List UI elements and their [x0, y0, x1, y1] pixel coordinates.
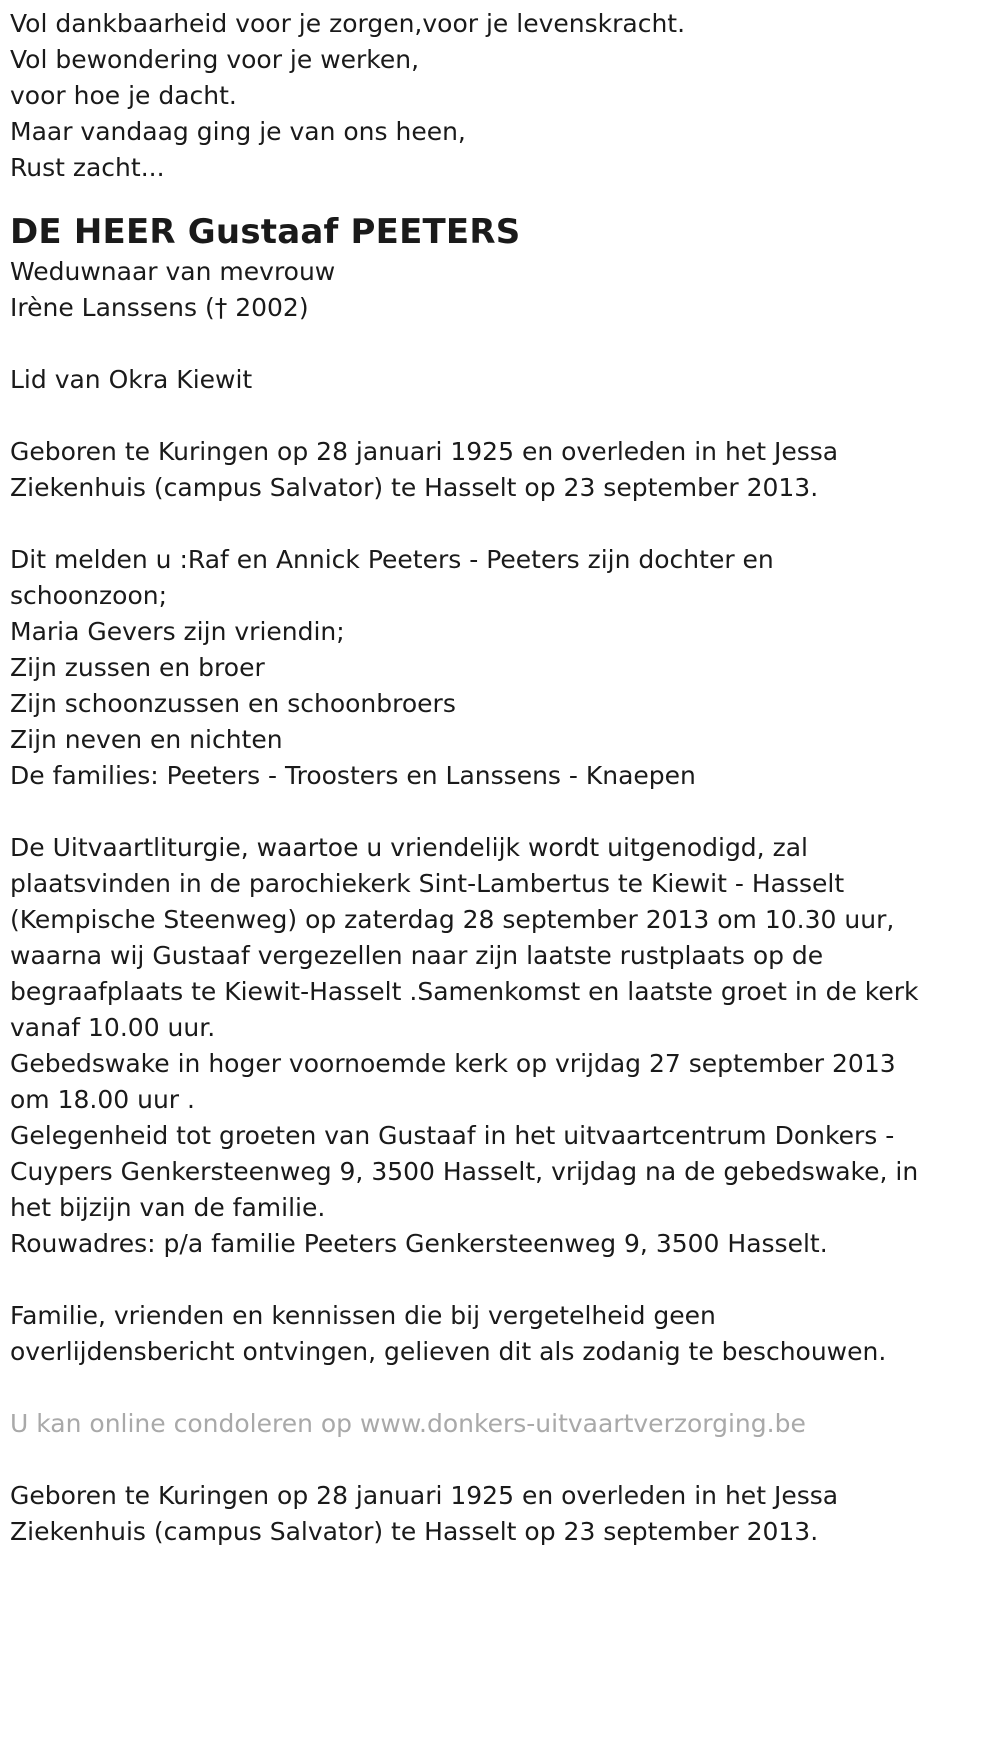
notice-line: Familie, vrienden en kennissen die bij vergetelheid geen: [10, 1301, 716, 1330]
family-list: [10, 542, 1000, 794]
spacer: [10, 186, 1000, 210]
poem-line: Vol bewondering voor je werken,: [10, 45, 420, 74]
birth-death-line: Ziekenhuis (campus Salvator) te Hasselt op 23 september 2013.: [10, 1517, 819, 1546]
family-line: Zijn schoonzussen en schoonbroers: [10, 689, 456, 718]
family-line: De families: Peeters - Troosters en Lanssens - Knaepen: [10, 761, 696, 790]
notice-line: overlijdensbericht ontvingen, gelieven dit als zodanig te beschouwen.: [10, 1337, 887, 1366]
ceremony-line: om 18.00 uur .: [10, 1085, 195, 1114]
spacer: [10, 1262, 1000, 1298]
notice: [10, 1298, 1000, 1370]
birth-death-line: Ziekenhuis (campus Salvator) te Hasselt op 23 september 2013.: [10, 473, 819, 502]
spouse-line: Irène Lanssens († 2002): [10, 293, 309, 322]
ceremony-info: [10, 830, 1000, 1262]
poem-line: Maar vandaag ging je van ons heen,: [10, 117, 466, 146]
ceremony-line: Cuypers Genkersteenweg 9, 3500 Hasselt, vrijdag na de gebedswake, in: [10, 1157, 919, 1186]
spacer: [10, 326, 1000, 362]
birth-death-line: Geboren te Kuringen op 28 januari 1925 en overleden in het Jessa: [10, 437, 839, 466]
ceremony-line: het bijzijn van de familie.: [10, 1193, 326, 1222]
spouse-line: Weduwnaar van mevrouw: [10, 257, 336, 286]
family-line: schoonzoon;: [10, 581, 168, 610]
poem: [10, 6, 1000, 186]
family-line: Zijn neven en nichten: [10, 725, 283, 754]
spouse-info: [10, 254, 1000, 326]
ceremony-line: plaatsvinden in de parochiekerk Sint-Lambertus te Kiewit - Hasselt: [10, 869, 845, 898]
family-line: Zijn zussen en broer: [10, 653, 265, 682]
family-line: Dit melden u :Raf en Annick Peeters - Peeters zijn dochter en: [10, 545, 774, 574]
ceremony-line: (Kempische Steenweg) op zaterdag 28 september 2013 om 10.30 uur,: [10, 905, 895, 934]
page-title: DE HEER Gustaaf PEETERS: [10, 212, 521, 252]
ceremony-line: De Uitvaartliturgie, waartoe u vriendelijk wordt uitgenodigd, zal: [10, 833, 808, 862]
ceremony-line: Gebedswake in hoger voornoemde kerk op vrijdag 27 september 2013: [10, 1049, 896, 1078]
membership: Lid van Okra Kiewit: [10, 365, 253, 394]
family-line: Maria Gevers zijn vriendin;: [10, 617, 345, 646]
ceremony-line: vanaf 10.00 uur.: [10, 1013, 216, 1042]
ceremony-line: Gelegenheid tot groeten van Gustaaf in het uitvaartcentrum Donkers -: [10, 1121, 895, 1150]
spacer: [10, 794, 1000, 830]
birth-death-info: [10, 434, 1000, 506]
ceremony-line: begraafplaats te Kiewit-Hasselt .Samenkomst en laatste groet in de kerk: [10, 977, 919, 1006]
condolence-link-text: U kan online condoleren op www.donkers-uitvaartverzorging.be: [10, 1409, 806, 1438]
birth-death-line: Geboren te Kuringen op 28 januari 1925 en overleden in het Jessa: [10, 1481, 839, 1510]
spacer: [10, 1370, 1000, 1406]
ceremony-line: Rouwadres: p/a familie Peeters Genkersteenweg 9, 3500 Hasselt.: [10, 1229, 828, 1258]
poem-line: voor hoe je dacht.: [10, 81, 237, 110]
spacer: [10, 506, 1000, 542]
ceremony-line: waarna wij Gustaaf vergezellen naar zijn laatste rustplaats op de: [10, 941, 824, 970]
spacer: [10, 1442, 1000, 1478]
poem-line: Rust zacht...: [10, 153, 165, 182]
birth-death-info-repeat: [10, 1478, 1000, 1550]
poem-line: Vol dankbaarheid voor je zorgen,voor je levenskracht.: [10, 9, 686, 38]
spacer: [10, 398, 1000, 434]
